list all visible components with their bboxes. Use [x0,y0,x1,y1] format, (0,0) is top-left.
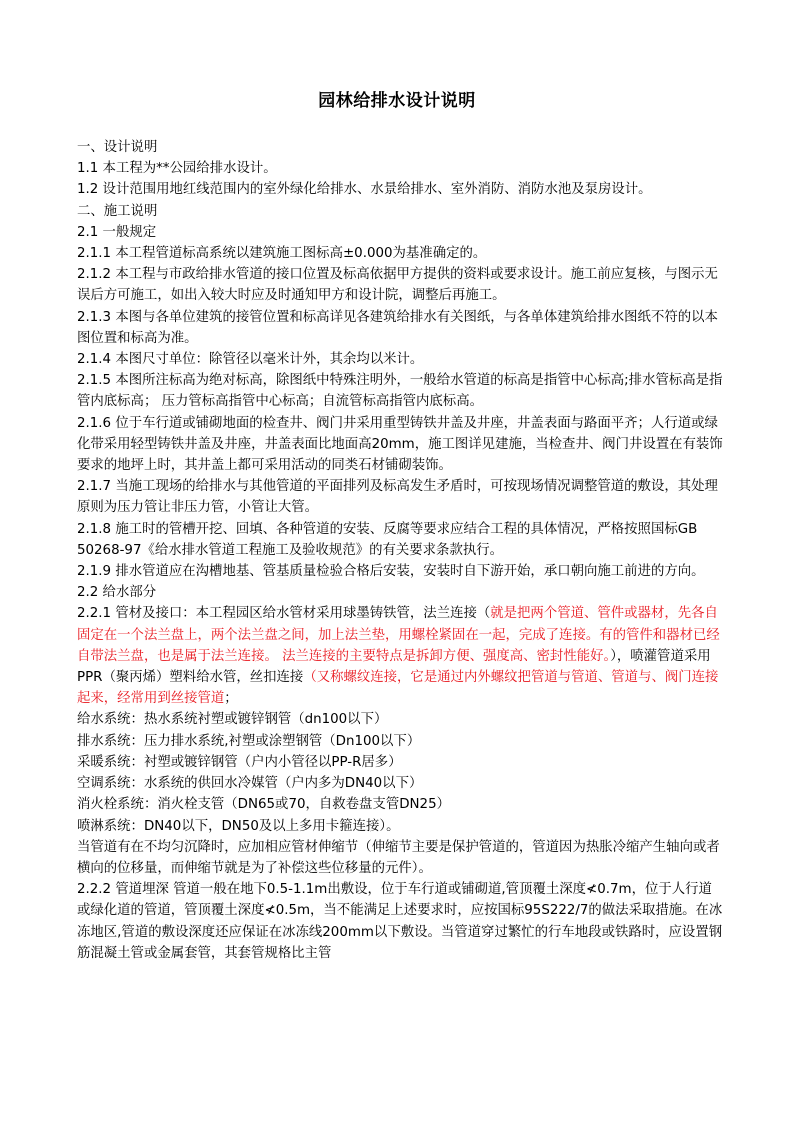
paragraph: 当管道有在不均匀沉降时，应加相应管材伸缩节（伸缩节主要是保护管道的，管道因为热胀冷缩产生轴向或者横向的位移量，而伸缩节就是为了补偿这些位移量的元件）。 [77,839,720,876]
section-heading: 一、设计说明 [77,140,158,155]
document-body [77,137,725,964]
system-line: 喷淋系统：DN40以下，DN50及以上多用卡箍连接）。 [77,818,400,834]
paragraph: 2.1.9 排水管道应在沟槽地基、管基质量检验合格后安装，安装时自下游开始，承口朝向施工前进的方向。 [77,564,705,580]
paragraph: 1.2 设计范围用地红线范围内的室外绿化给排水、水景给排水、室外消防、消防水池及泵房设计。 [77,182,652,198]
flange-note-red: 就是把两个管道、管件或器材，先各自固定在一个法兰盘上，两个法兰盘之间，加上法兰垫，用螺栓紧固在一起，完成了连接。有的管件和器材已经自带法兰盘，也是属于法兰连接。 法兰连接的主要特点是拆卸方便、强度高、密封性能好。 [77,606,720,664]
thread-note-red: （又称螺纹连接，它是通过内外螺纹把管道与管道、管道与、阀门连接起来，经常用到丝接管道 [77,670,719,707]
system-line: 给水系统：热水系统衬塑或镀锌钢管（dn100以下） [77,712,388,728]
system-line: 排水系统：压力排水系统,衬塑或涂塑钢管（Dn100以下） [77,733,421,749]
paragraph: 2.1.1 本工程管道标高系统以建筑施工图标高±0.000为基准确定的。 [77,246,487,262]
section-heading: 二、施工说明 [77,203,158,219]
paragraph: 2.2.2 管道埋深 管道一般在地下0.5-1.1m出敷设，位于车行道或铺砌道,管顶覆土深度≮0.7m，位于人行道或绿化道的管道，管顶覆土深度≮0.5m，当不能满足上述要求时，应按国标95S222/7的做法采取措施。在冰冻地区,管道的敷设深度还应保证在冰冻线200mm以下敷设。当管道穿过繁忙的行车地段或铁路时，应设置钢筋混凝土管或金属套管，其套管规格比主管 [77,882,723,961]
system-line: 消火栓系统：消火栓支管（DN65或70，自救卷盘支管DN25） [77,797,450,813]
document-title: 园林给排水设计说明 [318,91,476,111]
pipe-material-paragraph [77,603,725,709]
paragraph: 2.1.6 位于车行道或铺砌地面的检查井、阀门井采用重型铸铁井盖及井座，井盖表面与路面平齐；人行道或绿化带采用轻型铸铁井盖及井座，井盖表面比地面高20mm，施工图详见建施，当检查井、阀门井设置在有装饰要求的地坪上时，其井盖上都可采用活动的同类石材铺砌装饰。 [77,415,723,474]
paragraph: 2.1.5 本图所注标高为绝对标高，除图纸中特殊注明外，一般给水管道的标高是指管中心标高;排水管标高是指管内底标高； 压力管标高指管中心标高；自流管标高指管内底标高。 [77,373,723,410]
paragraph: 2.1.4 本图尺寸单位：除管径以毫米计外，其余均以米计。 [77,352,424,368]
paragraph: 2.1.2 本工程与市政给排水管道的接口位置及标高依据甲方提供的资料或要求设计。施工前应复核，与图示无误后方可施工，如出入较大时应及时通知甲方和设计院，调整后再施工。 [77,267,718,304]
paragraph: 1.1 本工程为**公园给排水设计。 [77,161,277,177]
paragraph: 2.1.7 当施工现场的给排水与其他管道的平面排列及标高发生矛盾时，可按现场情况调整管道的敷设，其处理原则为压力管让非压力管，小管让大管。 [77,479,718,516]
system-line: 空调系统：水系统的供回水冷媒管（户内多为DN40以下） [77,776,423,792]
subsection-heading: 2.1 一般规定 [77,224,157,240]
system-line: 采暖系统：衬塑或镀锌钢管（户内小管径以PP-R居多） [77,754,402,770]
pipe-text: ），喷灌管道采用PPR（聚丙烯）塑料给水管，丝扣连接 [77,648,711,686]
paragraph: 2.1.8 施工时的管槽开挖、回填、各种管道的安装、反腐等要求应结合工程的具体情况，严格按照国标GB 50268-97《给水排水管道工程施工及验收规范》的有关要求条款执行。 [77,521,698,558]
subsection-heading: 2.2 给水部分 [77,585,157,601]
paragraph: 2.1.3 本图与各单位建筑的接管位置和标高详见各建筑给排水有关图纸，与各单体建筑给排水图纸不符的以本图位置和标高为准。 [77,309,718,346]
pipe-text: 2.2.1 管材及接口：本工程园区给水管材采用球墨铸铁管，法兰连接（ [77,606,491,622]
pipe-text: ； [224,691,238,707]
